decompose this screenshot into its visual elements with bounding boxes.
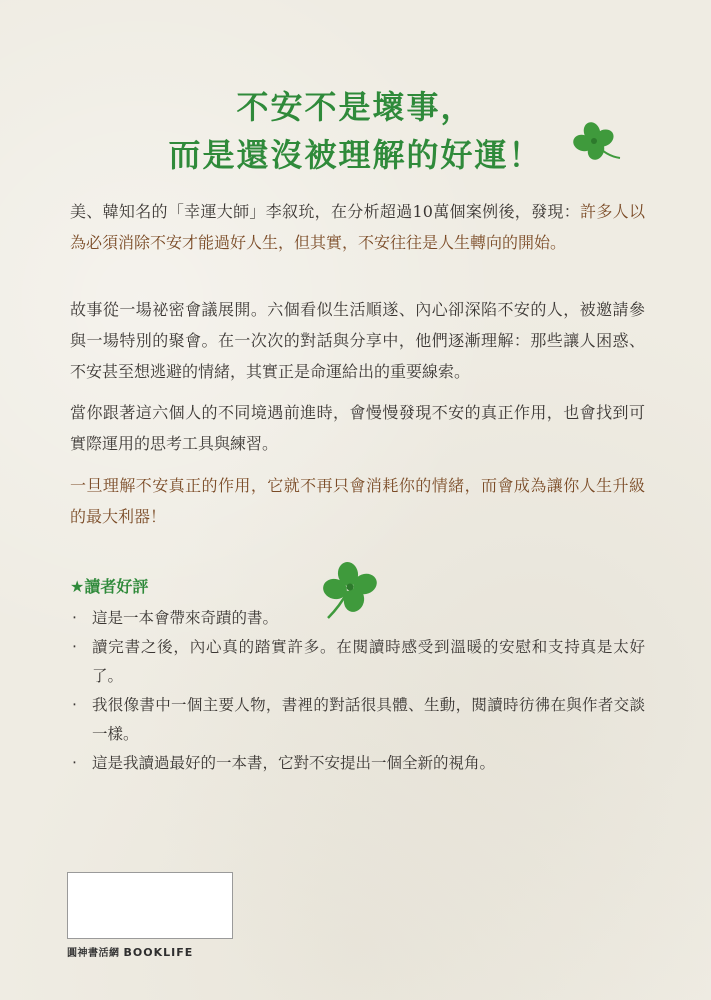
journey-paragraph: 當你跟著這六個人的不同境遇前進時，會慢慢發現不安的真正作用，也會找到可實際運用的思考工具與練習。 bbox=[70, 403, 645, 453]
publisher-logo bbox=[67, 944, 193, 959]
bullet-dot: ‧ bbox=[72, 696, 77, 714]
intro-lead: 美、韓知名的「幸運大師」李叙玧，在分析超過10萬個案例後，發現： bbox=[70, 202, 581, 221]
review-item bbox=[70, 691, 645, 749]
review-item bbox=[70, 604, 645, 633]
reader-reviews-list bbox=[70, 604, 645, 778]
review-text: 這是我讀過最好的一本書，它對不安提出一個全新的視角。 bbox=[92, 754, 496, 772]
review-item bbox=[70, 749, 645, 778]
story-paragraph: 故事從一場祕密會議展開。六個看似生活順遂、內心卻深陷不安的人，被邀請參與一場特別的聚會。在一次次的對話與分享中，他們逐漸理解：那些讓人困惑、不安甚至想逃避的情緒，其實正是命運給出的重要線索。 bbox=[70, 300, 645, 381]
reader-reviews-heading: ★讀者好評 bbox=[70, 577, 149, 596]
review-text: 讀完書之後，內心真的踏實許多。在閱讀時感受到溫暖的安慰和支持真是太好了。 bbox=[92, 638, 645, 685]
headline-line-1: 不安不是壞事， bbox=[236, 88, 475, 126]
bullet-dot: ‧ bbox=[72, 638, 77, 656]
intro-accent: 許多人以為必須消除不安才能過好人生，但其實，不安往往是人生轉向的開始。 bbox=[70, 202, 645, 252]
bullet-dot: ‧ bbox=[72, 609, 77, 627]
publisher-name: 圓神書活網 bbox=[67, 948, 120, 959]
headline-line-2: 而是還沒被理解的好運！ bbox=[168, 136, 543, 174]
intro-paragraph bbox=[70, 196, 645, 258]
review-item bbox=[70, 633, 645, 691]
review-text: 我很像書中一個主要人物，書裡的對話很具體、生動，閱讀時彷彿在與作者交談一樣。 bbox=[92, 696, 645, 743]
review-text: 這是一本會帶來奇蹟的書。 bbox=[92, 609, 279, 627]
four-leaf-clover-icon bbox=[570, 120, 622, 168]
publisher-brand: BOOKLIFE bbox=[123, 946, 194, 959]
barcode-placeholder bbox=[67, 872, 233, 939]
bullet-dot: ‧ bbox=[72, 754, 77, 772]
closing-paragraph: 一旦理解不安真正的作用，它就不再只會消耗你的情緒，而會成為讓你人生升級的最大利器！ bbox=[70, 476, 645, 526]
